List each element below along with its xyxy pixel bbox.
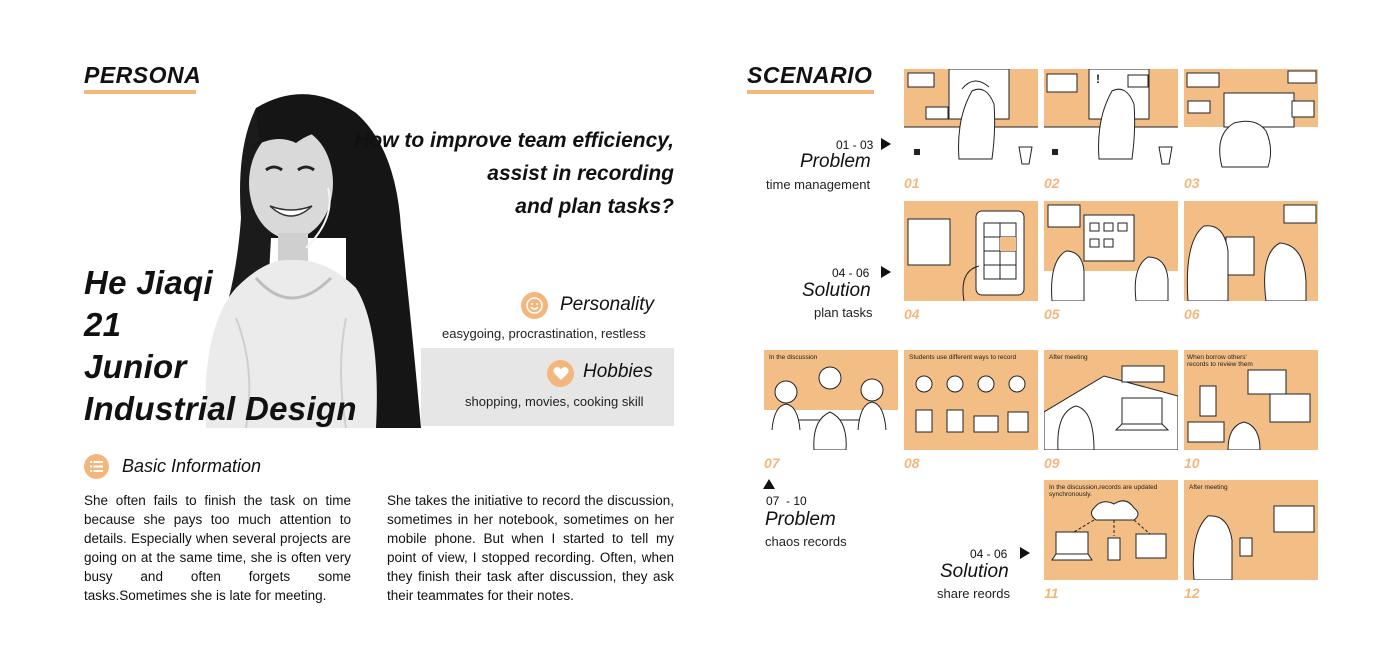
panel-number: 07 [764, 455, 780, 471]
storyboard-panel [1184, 201, 1318, 301]
basic-info-title: Basic Information [122, 456, 262, 476]
persona-grade: Junior [84, 348, 187, 385]
storyboard-panel [1044, 69, 1178, 169]
svg-text:!: ! [1096, 72, 1100, 86]
persona-identity [84, 262, 357, 430]
panel-number: 10 [1184, 455, 1200, 471]
panel-number: 08 [904, 455, 920, 471]
panel-number: 03 [1184, 175, 1200, 191]
smiley-icon [521, 292, 548, 319]
step-range: 04 - 06 [832, 266, 870, 280]
panel-caption: After meeting [1189, 484, 1228, 491]
panel-caption: In the discussion [769, 354, 818, 361]
storyboard-panel [1044, 480, 1178, 580]
hobbies-title: Hobbies [583, 361, 653, 382]
panel-number: 01 [904, 175, 920, 191]
storyboard-panel [904, 69, 1038, 169]
step-subtitle: plan tasks [814, 305, 873, 320]
question-line: and plan tasks? [515, 195, 674, 218]
step-range: 04 - 06 [970, 547, 1008, 561]
step-title: Solution [802, 280, 871, 301]
panel-number: 05 [1044, 306, 1060, 322]
panel-caption: In the discussion,records are updated synchronously. [1049, 484, 1158, 498]
storyboard-panel [1184, 350, 1318, 450]
step-subtitle: time management [766, 177, 871, 192]
storyboard-panel [904, 350, 1038, 450]
step-range: 01 - 03 [836, 138, 874, 152]
step-title: Problem [800, 151, 871, 172]
basic-info-paragraph-left: She often fails to finish the task on time because she pays too much attention to details. Especially when several projects are going on at the same time, she is often very busy and often forgets some tasks.Sometimes she is late for meeting. [84, 493, 351, 603]
personality-title: Personality [560, 294, 654, 315]
storyboard-panel [904, 201, 1038, 301]
panel-caption: When borrow others' records to review them [1187, 354, 1253, 368]
arrow-right-icon [881, 138, 891, 150]
panel-number: 11 [1044, 585, 1059, 601]
list-icon [84, 454, 109, 479]
step-range: 07 - 10 [766, 494, 807, 508]
storyboard-panel [764, 350, 898, 450]
panel-number: 02 [1044, 175, 1060, 191]
persona-title: PERSONA [84, 62, 202, 88]
panel-number: 04 [904, 306, 920, 322]
panel-number: 09 [1044, 455, 1060, 471]
panel-caption: After meeting [1049, 354, 1088, 361]
arrow-up-icon [763, 479, 775, 489]
heart-icon [547, 360, 574, 387]
storyboard-panel [1044, 201, 1178, 301]
storyboard-panel [1184, 480, 1318, 580]
panel-number: 06 [1184, 306, 1200, 322]
storyboard-panel [1044, 350, 1178, 450]
question-line: How to improve team efficiency, [354, 129, 674, 152]
panel-number: 12 [1184, 585, 1200, 601]
storyboard-panel [1184, 69, 1318, 169]
persona-name: He Jiaqi [84, 264, 213, 301]
step-title: Solution [940, 561, 1009, 582]
step-subtitle: chaos records [765, 534, 847, 549]
step-title: Problem [765, 509, 836, 530]
arrow-right-icon [881, 266, 891, 278]
question-line: assist in recording [487, 162, 674, 185]
hobbies-band [418, 348, 674, 426]
persona-title-underline [84, 90, 201, 94]
hobbies-text: shopping, movies, cooking skill [465, 394, 644, 409]
arrow-right-icon [1020, 547, 1030, 559]
persona-major: Industrial Design [84, 390, 357, 427]
persona-age: 21 [84, 306, 122, 343]
scenario-title: SCENARIO [747, 62, 873, 88]
basic-info-paragraph-right: She takes the initiative to record the discussion, sometimes in her notebook, sometimes on her mobile phone. But when I started to tell my point of view, I stopped recording. Often, when they finish their task after discussion, they ask their teammates for their notes. [387, 493, 674, 603]
persona-question [300, 124, 674, 223]
step-subtitle: share reords [937, 586, 1010, 601]
scenario-title-underline [747, 90, 874, 94]
personality-text: easygoing, procrastination, restless [442, 326, 646, 341]
panel-caption: Students use different ways to record [909, 354, 1017, 361]
